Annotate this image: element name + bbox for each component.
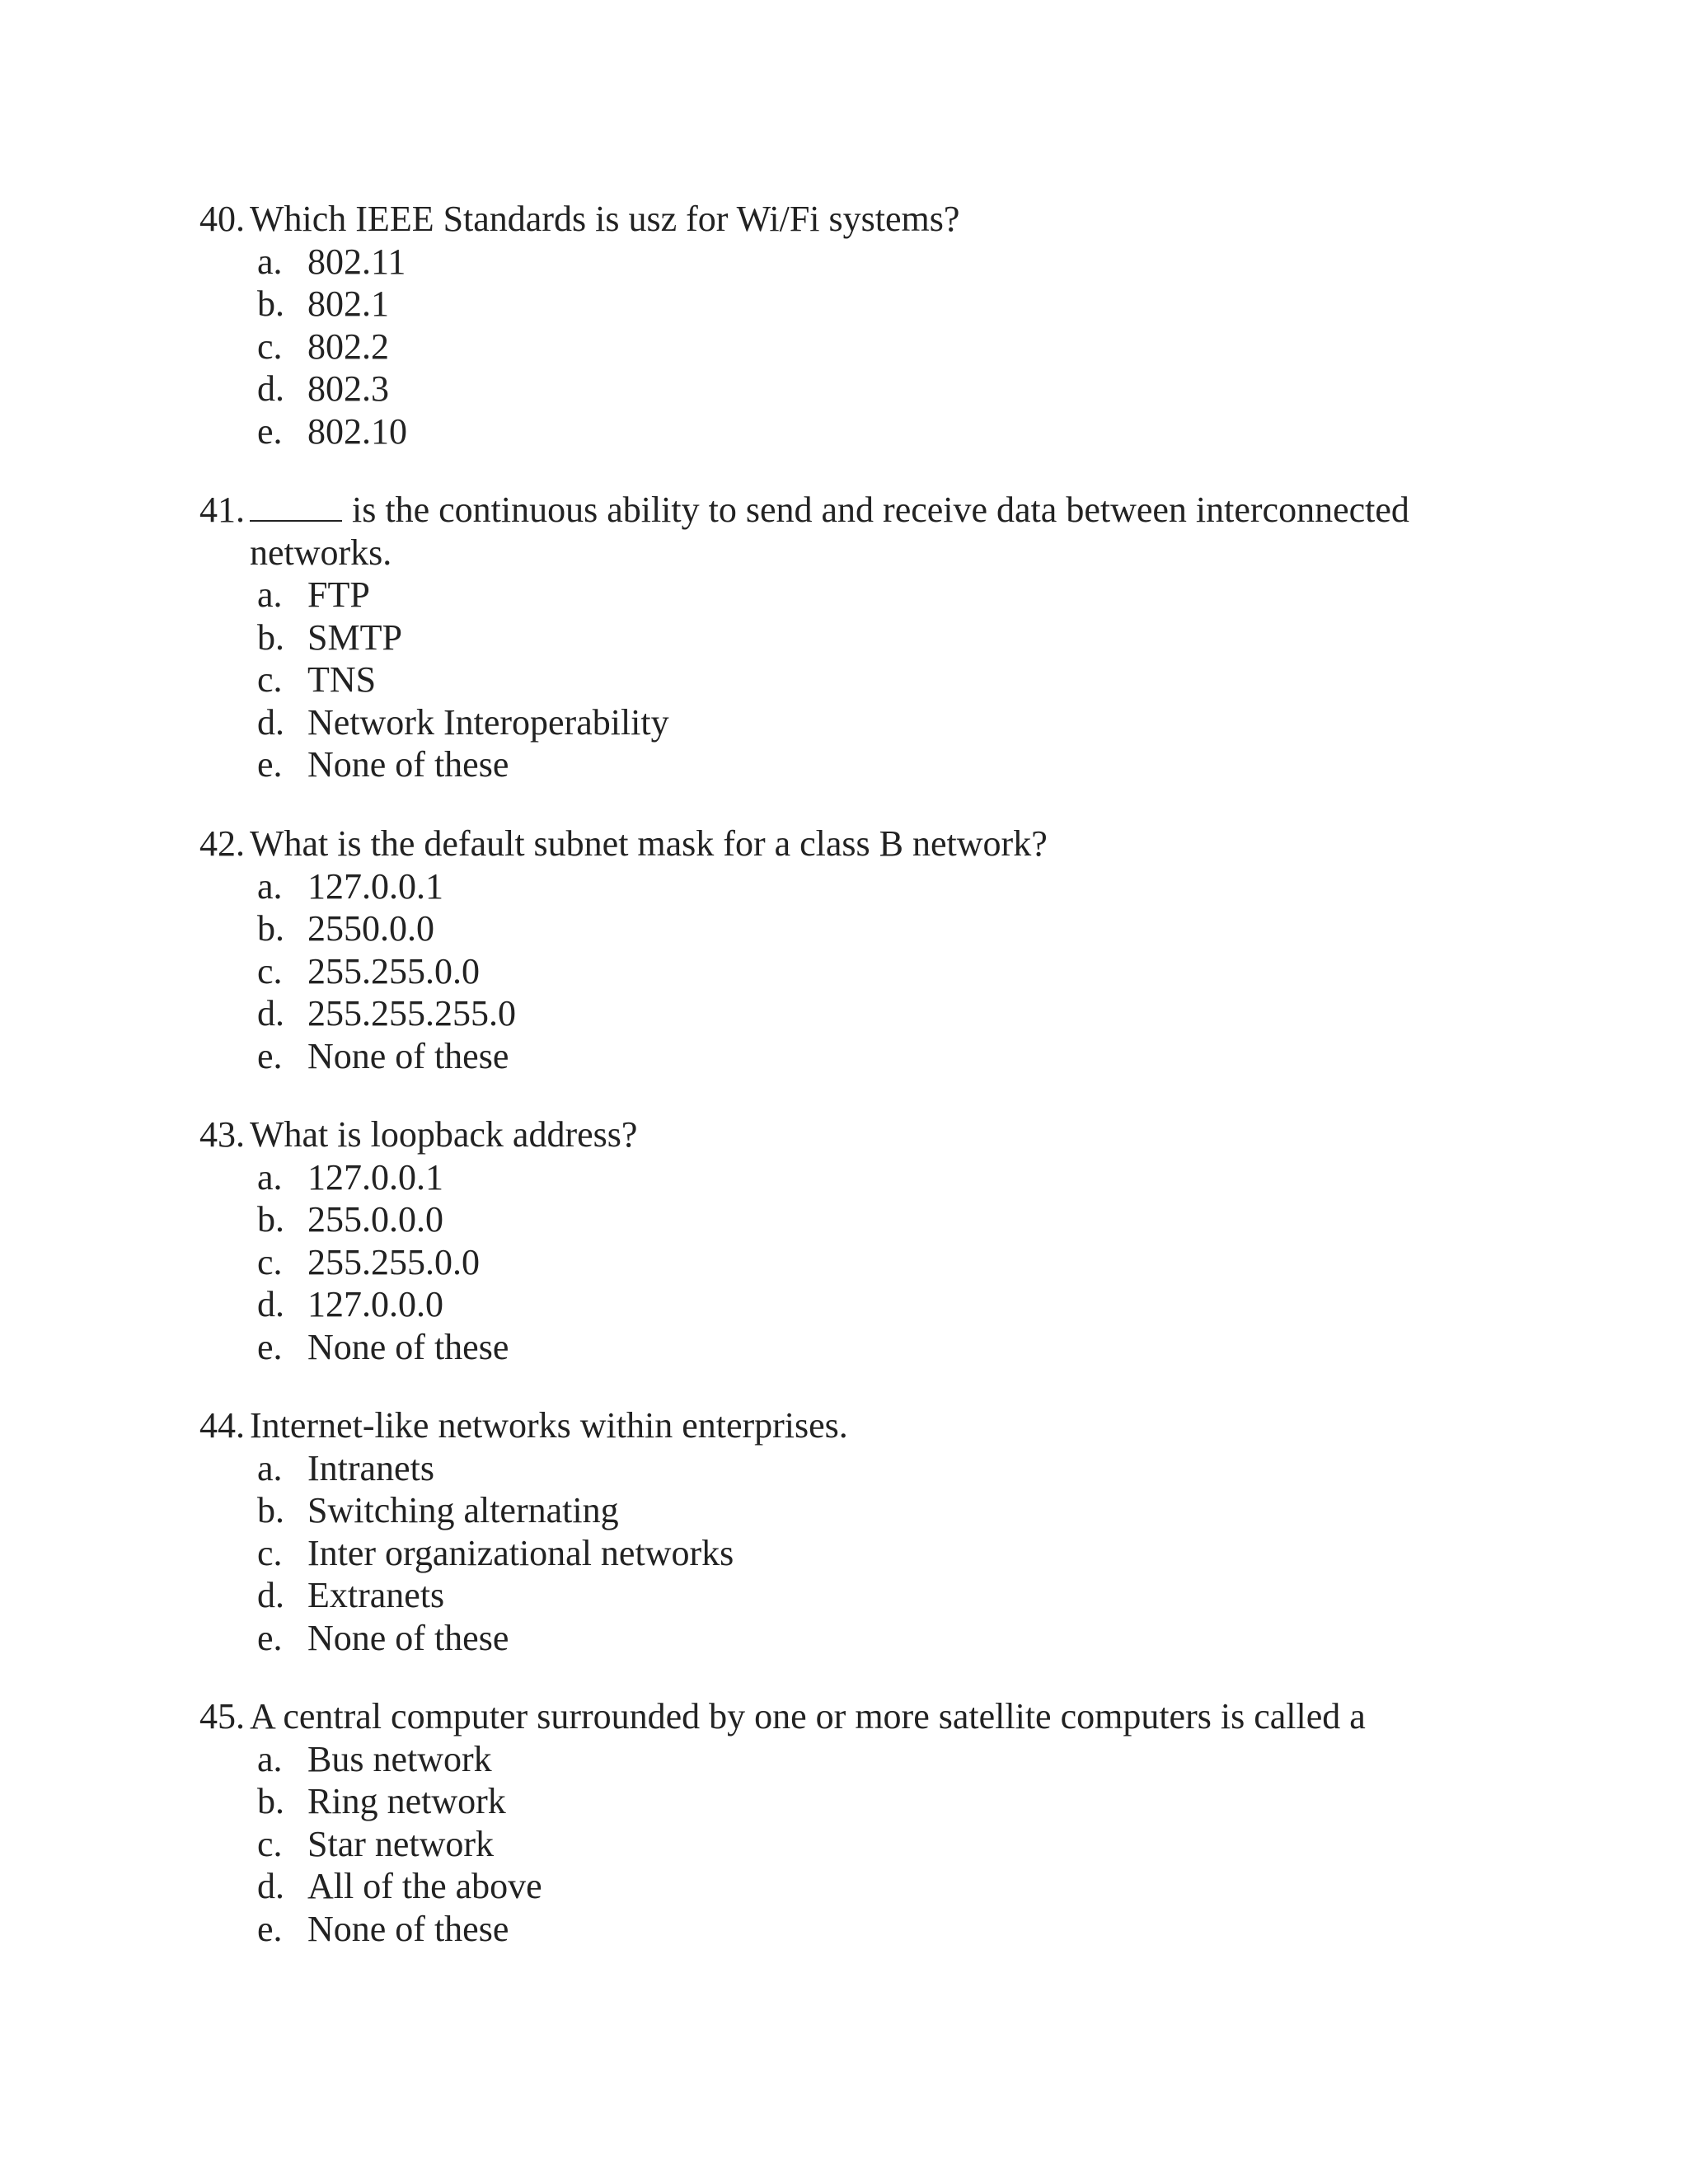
- option-d: [199, 1865, 1485, 1908]
- option-text: Inter organizational networks: [307, 1532, 734, 1573]
- option-letter: a.: [257, 865, 283, 907]
- question-42: [199, 823, 1485, 1077]
- options-list: [199, 574, 1485, 786]
- option-text: 802.1: [307, 284, 389, 324]
- option-d: [199, 992, 1485, 1035]
- option-text: 127.0.0.1: [307, 1156, 443, 1197]
- option-a: [199, 1447, 1485, 1490]
- option-letter: b.: [257, 1199, 284, 1240]
- option-text: Ring network: [307, 1781, 506, 1821]
- question-44: [199, 1404, 1485, 1659]
- option-b: [199, 1780, 1485, 1823]
- option-a: [199, 241, 1485, 284]
- question-number: 45.: [199, 1696, 245, 1736]
- option-d: [199, 368, 1485, 410]
- question-text-wrapper: [250, 489, 1409, 532]
- options-list: [199, 1738, 1485, 1951]
- option-letter: b.: [257, 616, 284, 658]
- fill-in-blank: [250, 490, 342, 522]
- option-a: [199, 574, 1485, 616]
- option-c: [199, 1241, 1485, 1284]
- option-letter: a.: [257, 574, 283, 615]
- question-number: 42.: [199, 823, 245, 864]
- question-text: Which IEEE Standards is usz for Wi/Fi systems?: [250, 199, 960, 239]
- option-letter: d.: [257, 1284, 284, 1324]
- option-text: Extranets: [307, 1575, 445, 1615]
- option-letter: c.: [257, 659, 283, 700]
- option-text: 127.0.0.1: [307, 865, 443, 907]
- question-45: [199, 1695, 1485, 1950]
- option-e: [199, 1326, 1485, 1369]
- options-list: [199, 865, 1485, 1078]
- option-text: None of these: [307, 1035, 509, 1076]
- option-c: [199, 1823, 1485, 1866]
- option-text: None of these: [307, 1617, 509, 1658]
- question-stem: [199, 489, 1485, 532]
- option-letter: d.: [257, 368, 284, 409]
- question-text: What is the default subnet mask for a class B network?: [250, 823, 1048, 864]
- option-letter: c.: [257, 1532, 283, 1573]
- option-letter: d.: [257, 993, 284, 1033]
- option-d: [199, 1574, 1485, 1617]
- options-list: [199, 241, 1485, 453]
- question-number: 41.: [199, 490, 245, 530]
- option-text: 802.2: [307, 326, 389, 367]
- option-e: [199, 1035, 1485, 1078]
- option-letter: e.: [257, 1035, 283, 1076]
- option-text: All of the above: [307, 1866, 542, 1906]
- options-list: [199, 1447, 1485, 1660]
- question-stem: [199, 1113, 1485, 1156]
- option-letter: e.: [257, 1908, 283, 1949]
- option-text: None of these: [307, 1908, 509, 1949]
- option-text: Bus network: [307, 1738, 492, 1779]
- option-letter: e.: [257, 1617, 283, 1658]
- option-text: Star network: [307, 1823, 495, 1864]
- option-text: 127.0.0.0: [307, 1284, 443, 1324]
- option-a: [199, 1156, 1485, 1199]
- question-text-continuation: networks.: [250, 532, 392, 573]
- option-letter: b.: [257, 1781, 284, 1821]
- option-text: None of these: [307, 744, 509, 785]
- options-list: [199, 1156, 1485, 1369]
- option-letter: a.: [257, 1156, 283, 1197]
- question-stem: [199, 1404, 1485, 1447]
- option-b: [199, 1198, 1485, 1241]
- option-c: [199, 658, 1485, 701]
- option-c: [199, 1532, 1485, 1575]
- option-text: Network Interoperability: [307, 701, 669, 743]
- option-letter: c.: [257, 1241, 283, 1282]
- option-letter: b.: [257, 908, 284, 949]
- option-a: [199, 1738, 1485, 1781]
- question-43: [199, 1113, 1485, 1368]
- question-40: [199, 198, 1485, 452]
- option-letter: d.: [257, 1866, 284, 1906]
- option-b: [199, 283, 1485, 326]
- option-b: [199, 1489, 1485, 1532]
- question-number: 40.: [199, 199, 245, 239]
- option-letter: b.: [257, 1490, 284, 1530]
- option-text: 255.255.255.0: [307, 993, 516, 1033]
- option-b: [199, 907, 1485, 950]
- option-letter: c.: [257, 950, 283, 991]
- question-stem: [199, 1695, 1485, 1738]
- option-letter: a.: [257, 241, 283, 282]
- question-41: [199, 489, 1485, 786]
- option-letter: b.: [257, 284, 284, 324]
- option-e: [199, 743, 1485, 786]
- option-text: 255.255.0.0: [307, 1241, 480, 1282]
- question-text: A central computer surrounded by one or more satellite computers is called a: [250, 1696, 1366, 1736]
- option-letter: c.: [257, 1823, 283, 1864]
- option-text: 802.10: [307, 410, 407, 452]
- option-text: SMTP: [307, 616, 402, 658]
- option-text: 255.0.0.0: [307, 1199, 443, 1240]
- option-text: None of these: [307, 1326, 509, 1367]
- option-text: 802.11: [307, 241, 406, 282]
- option-text: 255.255.0.0: [307, 950, 480, 991]
- option-letter: c.: [257, 326, 283, 367]
- option-letter: d.: [257, 1575, 284, 1615]
- option-text: FTP: [307, 574, 370, 615]
- option-letter: e.: [257, 410, 283, 452]
- option-c: [199, 326, 1485, 368]
- option-text: Intranets: [307, 1447, 434, 1488]
- option-e: [199, 410, 1485, 453]
- question-text: What is loopback address?: [250, 1114, 638, 1155]
- option-text: 802.3: [307, 368, 389, 409]
- option-text: TNS: [307, 659, 377, 700]
- question-stem: [199, 198, 1485, 241]
- option-text: 2550.0.0: [307, 908, 434, 949]
- option-c: [199, 950, 1485, 993]
- question-text: Internet-like networks within enterprises.: [250, 1405, 848, 1446]
- option-letter: d.: [257, 701, 284, 743]
- option-letter: e.: [257, 744, 283, 785]
- option-b: [199, 616, 1485, 659]
- question-stem: [199, 823, 1485, 865]
- option-e: [199, 1908, 1485, 1951]
- option-d: [199, 701, 1485, 744]
- option-text: Switching alternating: [307, 1490, 619, 1530]
- option-d: [199, 1283, 1485, 1326]
- question-number: 43.: [199, 1114, 245, 1155]
- option-letter: a.: [257, 1738, 283, 1779]
- question-text: is the continuous ability to send and receive data between interconnected: [352, 490, 1409, 530]
- option-a: [199, 865, 1485, 908]
- question-number: 44.: [199, 1405, 245, 1446]
- option-letter: a.: [257, 1447, 283, 1488]
- option-letter: e.: [257, 1326, 283, 1367]
- option-e: [199, 1617, 1485, 1660]
